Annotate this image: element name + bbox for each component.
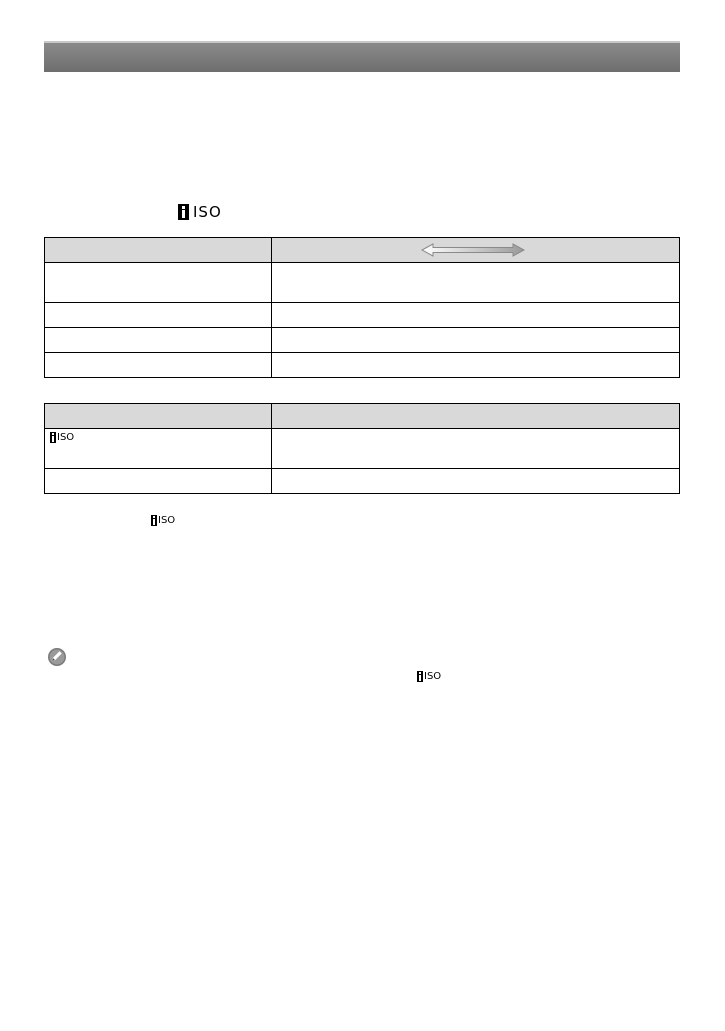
- table-cell: [45, 263, 272, 303]
- table-header-row: [45, 238, 680, 263]
- info-square-icon: [50, 432, 56, 443]
- intelligent-iso-icon: [178, 203, 222, 221]
- sensitivity-table: [44, 237, 680, 378]
- table-cell: [45, 238, 272, 263]
- table-row: [45, 328, 680, 353]
- double-arrow-icon: [421, 243, 525, 257]
- table-header-row: [45, 404, 680, 429]
- table-row: [45, 429, 680, 469]
- table-cell: [45, 469, 272, 494]
- table-cell: [272, 353, 680, 378]
- mode-table: [44, 403, 680, 494]
- table-cell: [45, 328, 272, 353]
- table-cell: [272, 429, 680, 469]
- iso-icon-label: ISO: [193, 203, 222, 221]
- intelligent-iso-icon: ISO: [151, 515, 175, 526]
- table-cell: [272, 328, 680, 353]
- table-cell: [272, 469, 680, 494]
- info-square-icon: [178, 204, 189, 220]
- table-row: [45, 353, 680, 378]
- table-cell: [45, 404, 272, 429]
- table-cell: [45, 303, 272, 328]
- table-cell: [272, 263, 680, 303]
- table-row: [45, 303, 680, 328]
- table-row: [45, 469, 680, 494]
- info-square-icon: [151, 515, 157, 526]
- intelligent-iso-icon: ISO: [417, 671, 441, 682]
- table-cell: [272, 404, 680, 429]
- table-cell: [45, 353, 272, 378]
- table-cell: [45, 429, 272, 469]
- table-cell: [272, 303, 680, 328]
- section-header-bar: [44, 41, 680, 72]
- intelligent-iso-icon: ISO: [50, 432, 74, 443]
- note-pencil-icon: [47, 647, 67, 667]
- info-square-icon: [417, 671, 423, 682]
- table-cell: [272, 238, 680, 263]
- table-row: [45, 263, 680, 303]
